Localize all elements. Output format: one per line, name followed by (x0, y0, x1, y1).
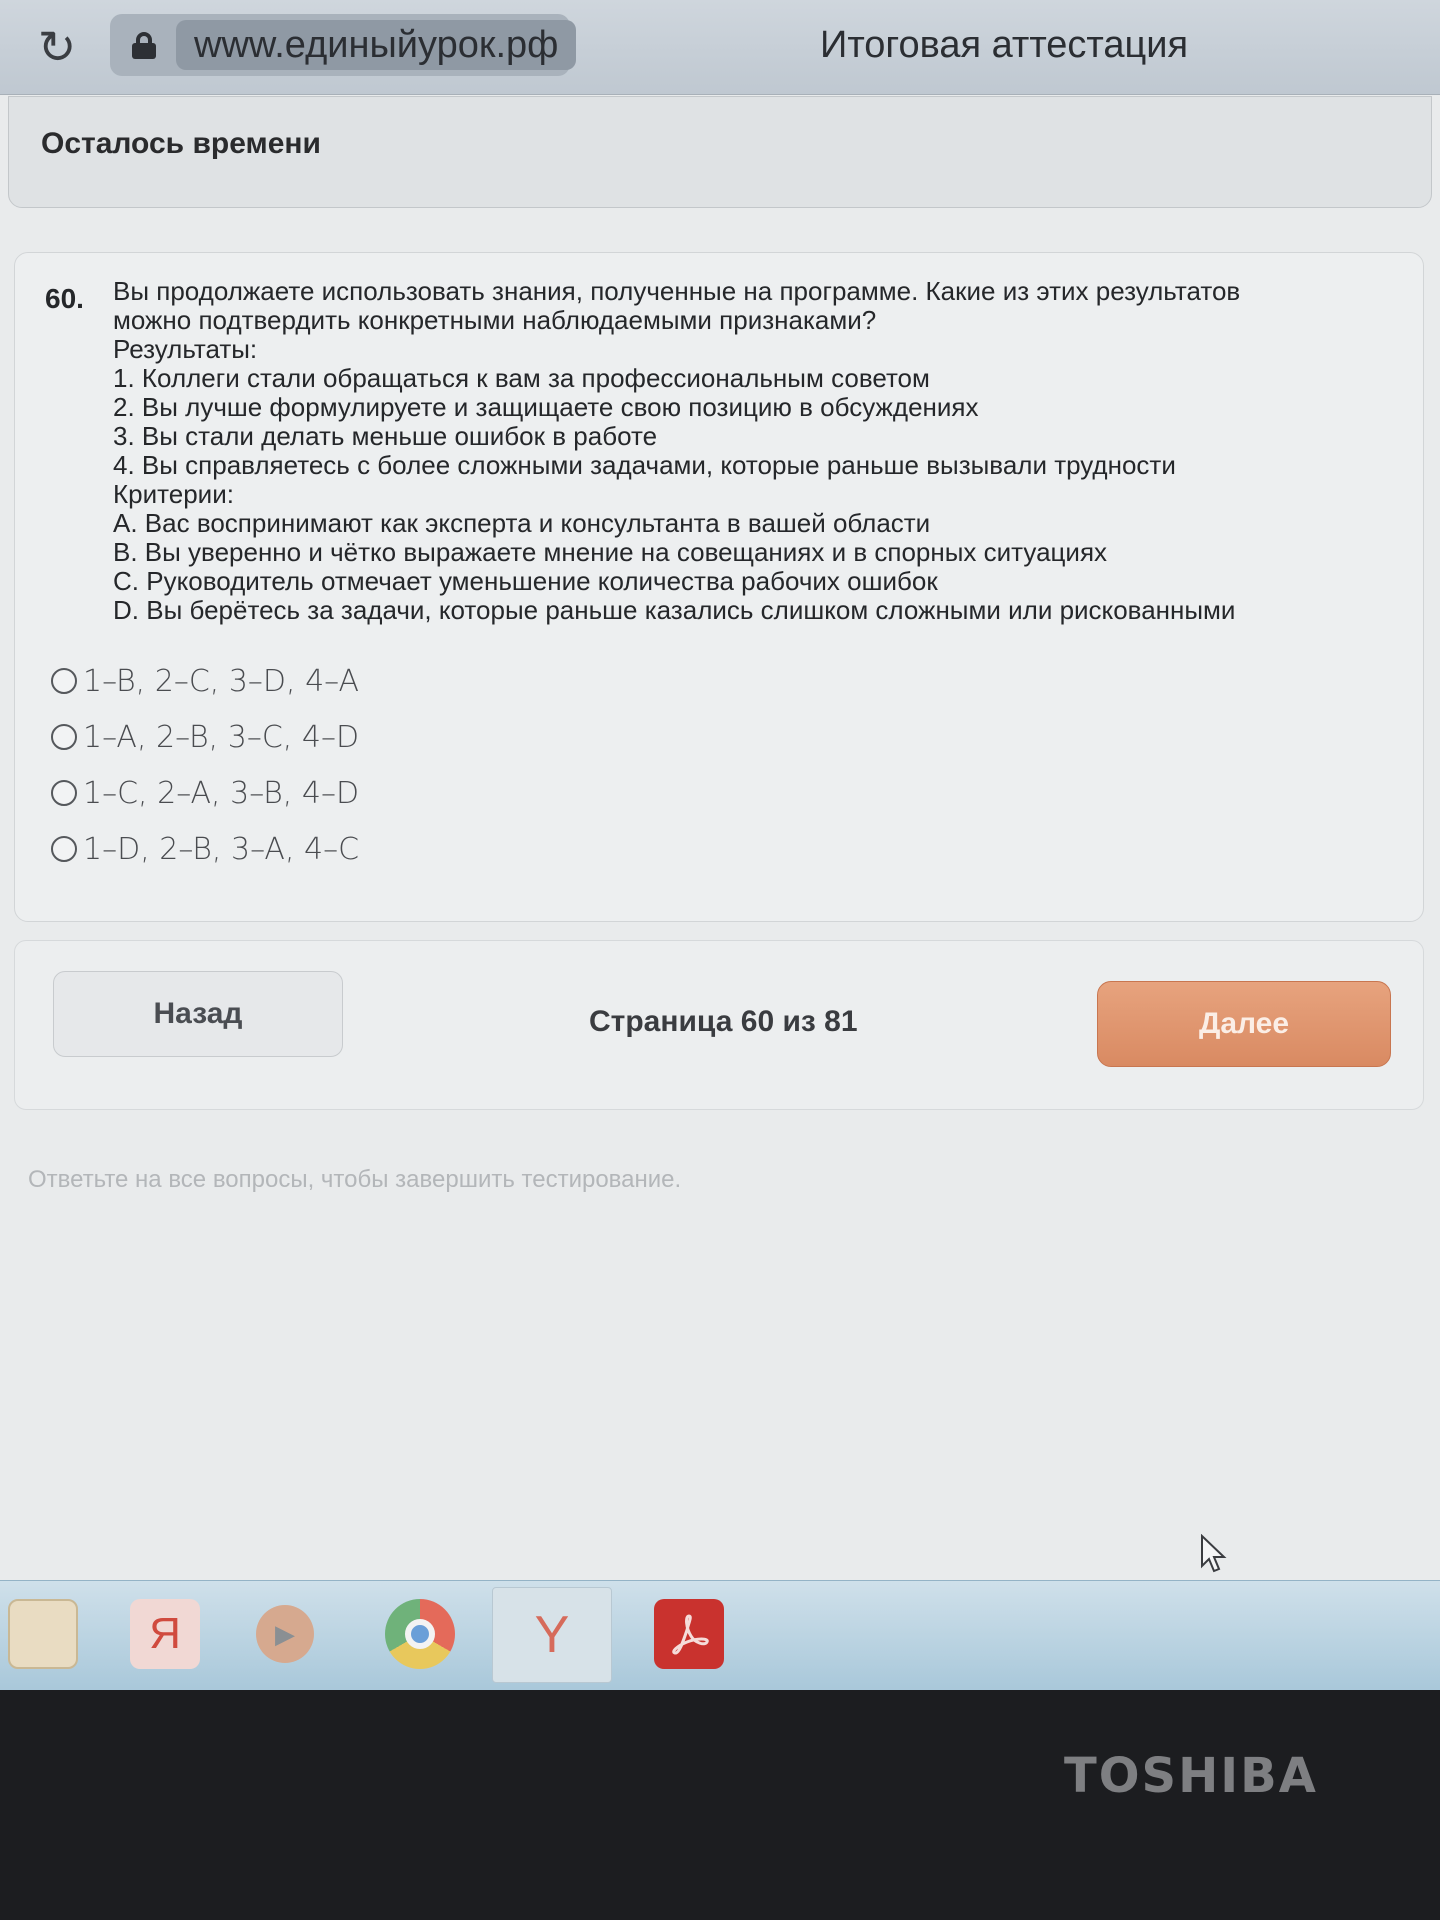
question-card (14, 252, 1424, 922)
question-line: можно подтвердить конкретными наблюдаемыми признаками? (113, 305, 877, 335)
criteria-item: C. Руководитель отмечает уменьшение количества рабочих ошибок (113, 566, 938, 596)
yandex-browser-icon[interactable]: Y (492, 1587, 612, 1683)
timer-label: Осталось времени (41, 127, 321, 160)
radio-button[interactable] (51, 724, 77, 750)
answer-option-label: 1–A, 2–B, 3–C, 4–D (83, 719, 360, 755)
timer-panel (8, 96, 1432, 208)
file-explorer-icon[interactable] (8, 1599, 78, 1669)
radio-button[interactable] (51, 668, 77, 694)
answer-option[interactable] (51, 709, 359, 765)
result-item: 2. Вы лучше формулируете и защищаете свою позицию в обсуждениях (113, 392, 979, 422)
answer-options (51, 653, 359, 877)
navigation-panel (14, 940, 1424, 1110)
results-heading: Результаты: (113, 334, 258, 364)
yandex-icon[interactable]: Я (130, 1599, 200, 1669)
criteria-item: A. Вас воспринимают как эксперта и консультанта в вашей области (113, 508, 931, 538)
acrobat-icon[interactable] (654, 1599, 724, 1669)
answer-option[interactable] (51, 821, 359, 877)
browser-toolbar (0, 0, 1440, 95)
taskbar (0, 1580, 1440, 1690)
lock-icon (132, 32, 156, 58)
question-text (113, 277, 1403, 625)
page-title: Итоговая аттестация (820, 24, 1189, 66)
radio-button[interactable] (51, 780, 77, 806)
url-text[interactable]: www.единыйурок.рф (176, 20, 576, 70)
criteria-heading: Критерии: (113, 479, 234, 509)
completion-hint: Ответьте на все вопросы, чтобы завершить тестирование. (28, 1166, 682, 1193)
address-bar[interactable] (110, 14, 570, 76)
acrobat-glyph-icon (667, 1612, 711, 1656)
answer-option-label: 1–C, 2–A, 3–B, 4–D (83, 775, 360, 811)
media-player-icon[interactable]: ▶ (250, 1599, 320, 1669)
criteria-item: B. Вы уверенно и чётко выражаете мнение на совещаниях и в спорных ситуациях (113, 537, 1108, 567)
chrome-icon[interactable] (385, 1599, 455, 1669)
answer-option-label: 1–D, 2–B, 3–A, 4–C (83, 831, 360, 867)
result-item: 1. Коллеги стали обращаться к вам за профессиональным советом (113, 363, 930, 393)
criteria-item: D. Вы берётесь за задачи, которые раньше казались слишком сложными или рискованными (113, 595, 1236, 625)
answer-option[interactable] (51, 765, 359, 821)
answer-option[interactable] (51, 653, 359, 709)
laptop-brand-logo: TOSHIBA (1064, 1748, 1318, 1804)
next-button[interactable]: Далее (1097, 981, 1391, 1067)
back-button[interactable]: Назад (53, 971, 343, 1057)
radio-button[interactable] (51, 836, 77, 862)
result-item: 3. Вы стали делать меньше ошибок в работе (113, 421, 658, 451)
question-number: 60. (45, 283, 84, 314)
question-line: Вы продолжаете использовать знания, полученные на программе. Какие из этих результатов (113, 276, 1241, 306)
mouse-cursor-icon (1200, 1534, 1230, 1574)
page-indicator: Страница 60 из 81 (589, 1005, 858, 1038)
answer-option-label: 1–B, 2–C, 3–D, 4–A (83, 663, 360, 699)
result-item: 4. Вы справляетесь с более сложными задачами, которые раньше вызывали трудности (113, 450, 1176, 480)
reload-icon[interactable]: ↻ (37, 20, 77, 74)
